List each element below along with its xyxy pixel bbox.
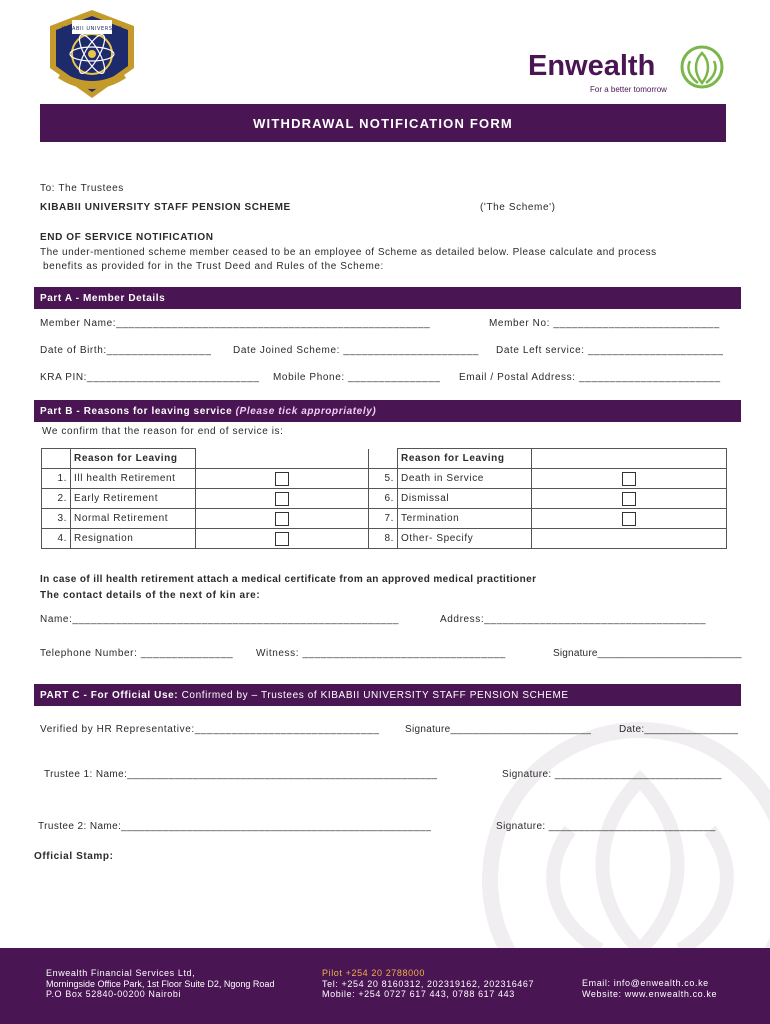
next-of-kin-heading: The contact details of the next of kin are: (40, 590, 261, 601)
official-stamp-label: Official Stamp: (34, 851, 114, 862)
reason-num: 2. (42, 489, 71, 509)
checkbox-resignation[interactable] (275, 532, 289, 546)
trustee2-name-field[interactable]: Trustee 2: Name:____________________________________________________ (38, 821, 432, 832)
ill-health-note: In case of ill health retirement attach a medical certificate from an approved medical practitioner (40, 574, 537, 585)
reason-num: 6. (369, 489, 398, 509)
footer-company: Enwealth Financial Services Ltd, (46, 968, 196, 978)
witness-field[interactable]: Witness: _________________________________ (256, 648, 506, 659)
footer-company-col (46, 968, 274, 1000)
scheme-alias: ('The Scheme') (480, 202, 556, 213)
checkbox-death-in-service[interactable] (622, 472, 636, 486)
reason-label: Resignation (71, 529, 196, 549)
reason-num: 4. (42, 529, 71, 549)
reason-label: Early Retirement (71, 489, 196, 509)
table-row (42, 509, 727, 529)
dob-field[interactable]: Date of Birth:_________________ (40, 345, 212, 356)
reason-label: Ill health Retirement (71, 469, 196, 489)
table-cell (532, 469, 727, 489)
reason-num: 3. (42, 509, 71, 529)
date-left-field[interactable]: Date Left service: ______________________ (496, 345, 724, 356)
notification-text-1: The under-mentioned scheme member ceased to be an employee of Scheme as detailed below. Please calculate and process (40, 247, 657, 258)
brand-logo (528, 50, 667, 94)
table-cell (196, 469, 369, 489)
checkbox-termination[interactable] (622, 512, 636, 526)
footer-mobile: Mobile: +254 0727 617 443, 0788 617 443 (322, 989, 515, 999)
seal-text: KIBABII UNIVERSITY (61, 26, 123, 32)
table-cell (369, 449, 398, 469)
footer-address2: P.O Box 52840-00200 Nairobi (46, 989, 182, 999)
email-address-field[interactable]: Email / Postal Address: _______________________ (459, 372, 721, 383)
reason-label: Normal Retirement (71, 509, 196, 529)
kin-name-field[interactable]: Name:_____________________________________________________ (40, 614, 400, 625)
kin-signature-field[interactable]: Signature_________________________ (553, 648, 742, 659)
notification-text-2: benefits as provided for in the Trust Deed and Rules of the Scheme: (43, 261, 384, 272)
other-specify-field[interactable] (532, 529, 727, 549)
part-b-header (34, 400, 741, 422)
hr-signature-field[interactable]: Signature________________________ (405, 724, 592, 735)
table-cell (42, 449, 71, 469)
reason-num: 8. (369, 529, 398, 549)
reason-num: 7. (369, 509, 398, 529)
brand-leaf-icon (680, 45, 724, 89)
footer (0, 948, 770, 1024)
footer-address1: Morningside Office Park, 1st Floor Suite D2, Ngong Road (46, 978, 275, 989)
reason-label: Dismissal (398, 489, 532, 509)
footer-email: Email: info@enwealth.co.ke (582, 978, 709, 988)
university-seal-logo (42, 8, 142, 100)
part-b-note: (Please tick appropriately) (235, 405, 377, 417)
checkbox-ill-health[interactable] (275, 472, 289, 486)
reason-header-right: Reason for Leaving (398, 449, 532, 469)
scheme-name: KIBABII UNIVERSITY STAFF PENSION SCHEME (40, 202, 291, 213)
part-b-title: Part B - Reasons for leaving service (40, 405, 233, 417)
reason-label: Termination (398, 509, 532, 529)
footer-tel: Tel: +254 20 8160312, 202319162, 202316467 (322, 978, 535, 989)
reason-label: Other- Specify (398, 529, 532, 549)
kra-pin-field[interactable]: KRA PIN:____________________________ (40, 372, 260, 383)
reason-label: Death in Service (398, 469, 532, 489)
checkbox-early-retirement[interactable] (275, 492, 289, 506)
table-cell (532, 509, 727, 529)
hr-verified-field[interactable]: Verified by HR Representative:______________________________ (40, 724, 380, 735)
kin-address-field[interactable]: Address:____________________________________ (440, 614, 707, 625)
part-a-title: Part A - Member Details (40, 292, 166, 304)
footer-phone-col (322, 968, 534, 1000)
table-cell (532, 449, 727, 469)
checkbox-normal-retirement[interactable] (275, 512, 289, 526)
table-row (42, 529, 727, 549)
footer-contact-col (582, 978, 717, 999)
table-cell (196, 509, 369, 529)
table-cell (196, 489, 369, 509)
brand-tagline: For a better tomorrow (590, 85, 667, 94)
reason-header-left: Reason for Leaving (71, 449, 196, 469)
date-joined-field[interactable]: Date Joined Scheme: ______________________ (233, 345, 479, 356)
reason-confirm-text: We confirm that the reason for end of service is: (42, 426, 284, 437)
trustee1-name-field[interactable]: Trustee 1: Name:____________________________________________________ (44, 769, 438, 780)
member-no-field[interactable]: Member No: ___________________________ (489, 318, 720, 329)
reason-num: 1. (42, 469, 71, 489)
trustee2-signature-field[interactable]: Signature: ____________________________ (496, 821, 716, 832)
mobile-field[interactable]: Mobile Phone: _______________ (273, 372, 441, 383)
footer-website: Website: www.enwealth.co.ke (582, 988, 718, 999)
brand-name: Enwealth (528, 50, 656, 82)
footer-pilot: Pilot +254 20 2788000 (322, 968, 425, 978)
form-title: WITHDRAWAL NOTIFICATION FORM (40, 104, 726, 142)
table-cell (196, 529, 369, 549)
checkbox-dismissal[interactable] (622, 492, 636, 506)
table-row (42, 469, 727, 489)
to-trustees: To: The Trustees (40, 183, 124, 194)
table-cell (532, 489, 727, 509)
table-cell (196, 449, 369, 469)
table-row (42, 449, 727, 469)
part-a-header (34, 287, 741, 309)
watermark-leaf-icon (470, 720, 770, 950)
notification-heading: END OF SERVICE NOTIFICATION (40, 232, 214, 243)
hr-date-field[interactable]: Date:________________ (619, 724, 739, 735)
member-name-field[interactable]: Member Name:___________________________________________________ (40, 318, 431, 329)
trustee1-signature-field[interactable]: Signature: ____________________________ (502, 769, 722, 780)
reason-num: 5. (369, 469, 398, 489)
kin-telephone-field[interactable]: Telephone Number: _______________ (40, 648, 234, 659)
table-row (42, 489, 727, 509)
reasons-table (41, 448, 727, 549)
part-c-title: PART C - For Official Use: (40, 689, 179, 701)
part-c-header (34, 684, 741, 706)
part-c-subtitle: Confirmed by – Trustees of KIBABII UNIVERSITY STAFF PENSION SCHEME (181, 689, 569, 701)
